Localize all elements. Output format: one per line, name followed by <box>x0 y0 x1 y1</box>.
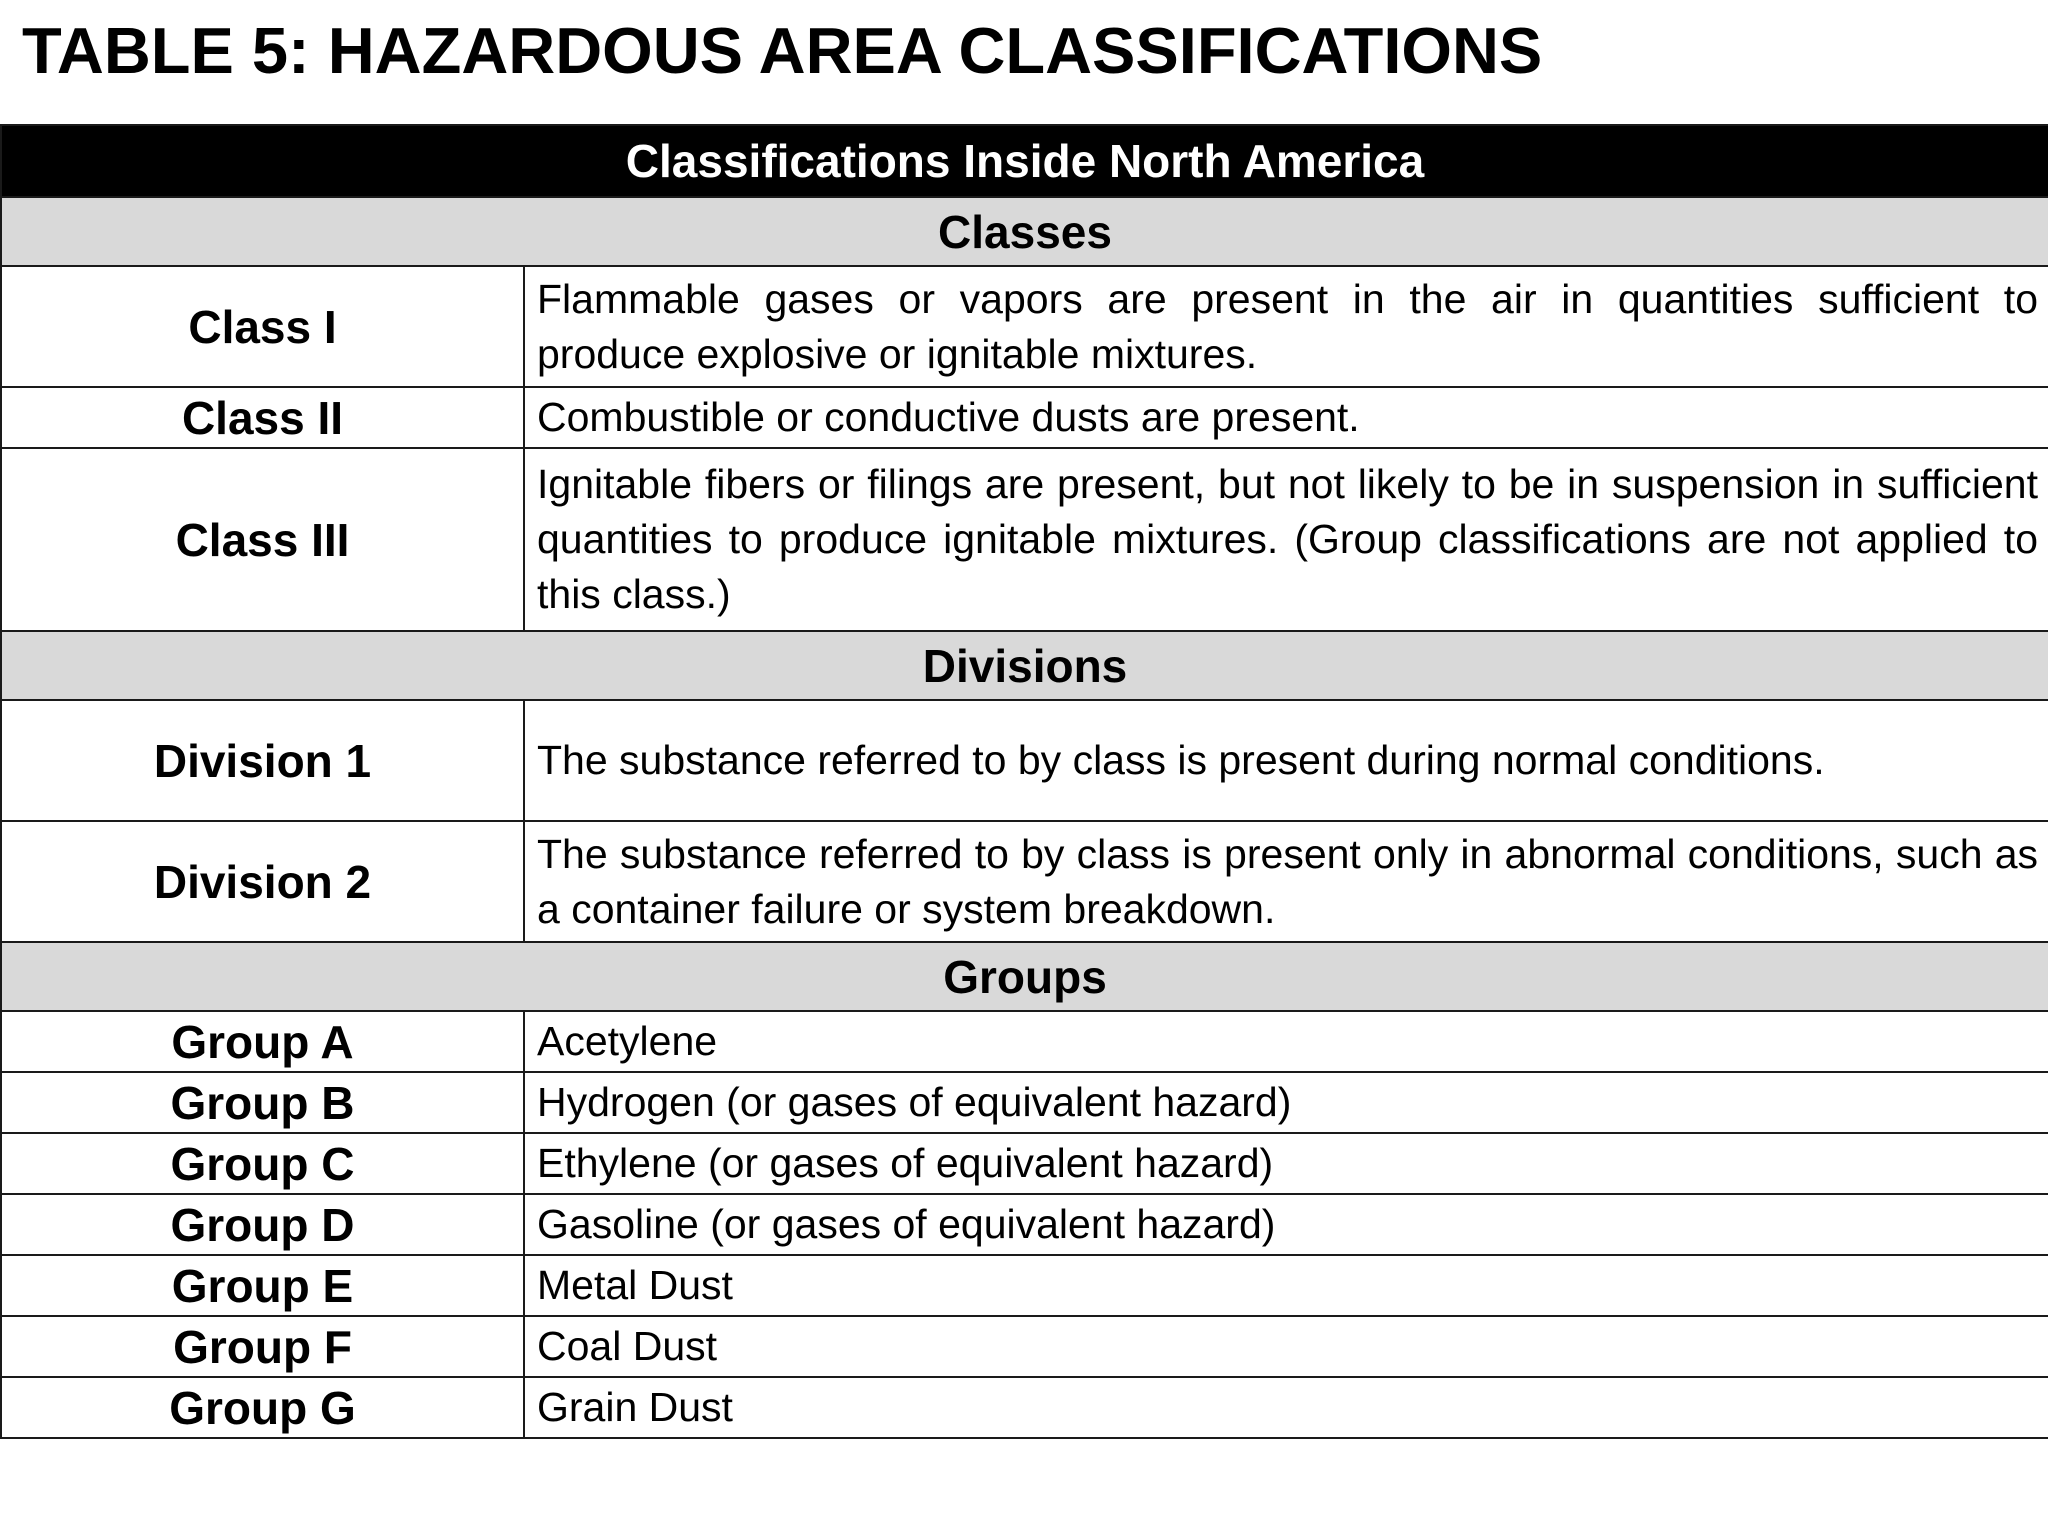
row-description: Metal Dust <box>524 1255 2048 1316</box>
page-title: TABLE 5: HAZARDOUS AREA CLASSIFICATIONS <box>22 14 1543 87</box>
table-row <box>1 448 2048 631</box>
row-term: Class I <box>1 266 524 387</box>
row-term: Group D <box>1 1194 524 1255</box>
row-term: Class II <box>1 387 524 448</box>
table-row <box>1 1194 2048 1255</box>
row-description: Acetylene <box>524 1011 2048 1072</box>
row-description: Grain Dust <box>524 1377 2048 1438</box>
hazardous-area-table <box>0 124 2048 1439</box>
section-header-row <box>1 631 2048 700</box>
table-caption-row <box>1 125 2048 197</box>
row-description: Hydrogen (or gases of equivalent hazard) <box>524 1072 2048 1133</box>
section-header-row <box>1 197 2048 266</box>
row-term: Group F <box>1 1316 524 1377</box>
row-description: Ignitable fibers or filings are present, but not likely to be in suspension in sufficient quantities to produce ignitable mixtures. (Group classifications are not applied to this class.) <box>524 448 2048 631</box>
row-description: The substance referred to by class is present only in abnormal conditions, such as a container failure or system breakdown. <box>524 821 2048 942</box>
table-row <box>1 387 2048 448</box>
table-row <box>1 266 2048 387</box>
table-row <box>1 700 2048 821</box>
row-term: Division 2 <box>1 821 524 942</box>
table-row <box>1 1072 2048 1133</box>
row-description: The substance referred to by class is present during normal conditions. <box>524 700 2048 821</box>
row-term: Group A <box>1 1011 524 1072</box>
row-description: Flammable gases or vapors are present in the air in quantities sufficient to produce explosive or ignitable mixtures. <box>524 266 2048 387</box>
row-description: Combustible or conductive dusts are present. <box>524 387 2048 448</box>
row-description: Ethylene (or gases of equivalent hazard) <box>524 1133 2048 1194</box>
table-row <box>1 1377 2048 1438</box>
section-heading-groups: Groups <box>1 942 2048 1011</box>
table-row <box>1 821 2048 942</box>
table-row <box>1 1133 2048 1194</box>
row-term: Division 1 <box>1 700 524 821</box>
row-term: Group G <box>1 1377 524 1438</box>
table-caption: Classifications Inside North America <box>1 125 2048 197</box>
section-heading-classes: Classes <box>1 197 2048 266</box>
row-term: Group E <box>1 1255 524 1316</box>
row-term: Group C <box>1 1133 524 1194</box>
table-row <box>1 1316 2048 1377</box>
row-term: Class III <box>1 448 524 631</box>
row-term: Group B <box>1 1072 524 1133</box>
table-row <box>1 1011 2048 1072</box>
row-description: Coal Dust <box>524 1316 2048 1377</box>
section-heading-divisions: Divisions <box>1 631 2048 700</box>
table-row <box>1 1255 2048 1316</box>
row-description: Gasoline (or gases of equivalent hazard) <box>524 1194 2048 1255</box>
section-header-row <box>1 942 2048 1011</box>
